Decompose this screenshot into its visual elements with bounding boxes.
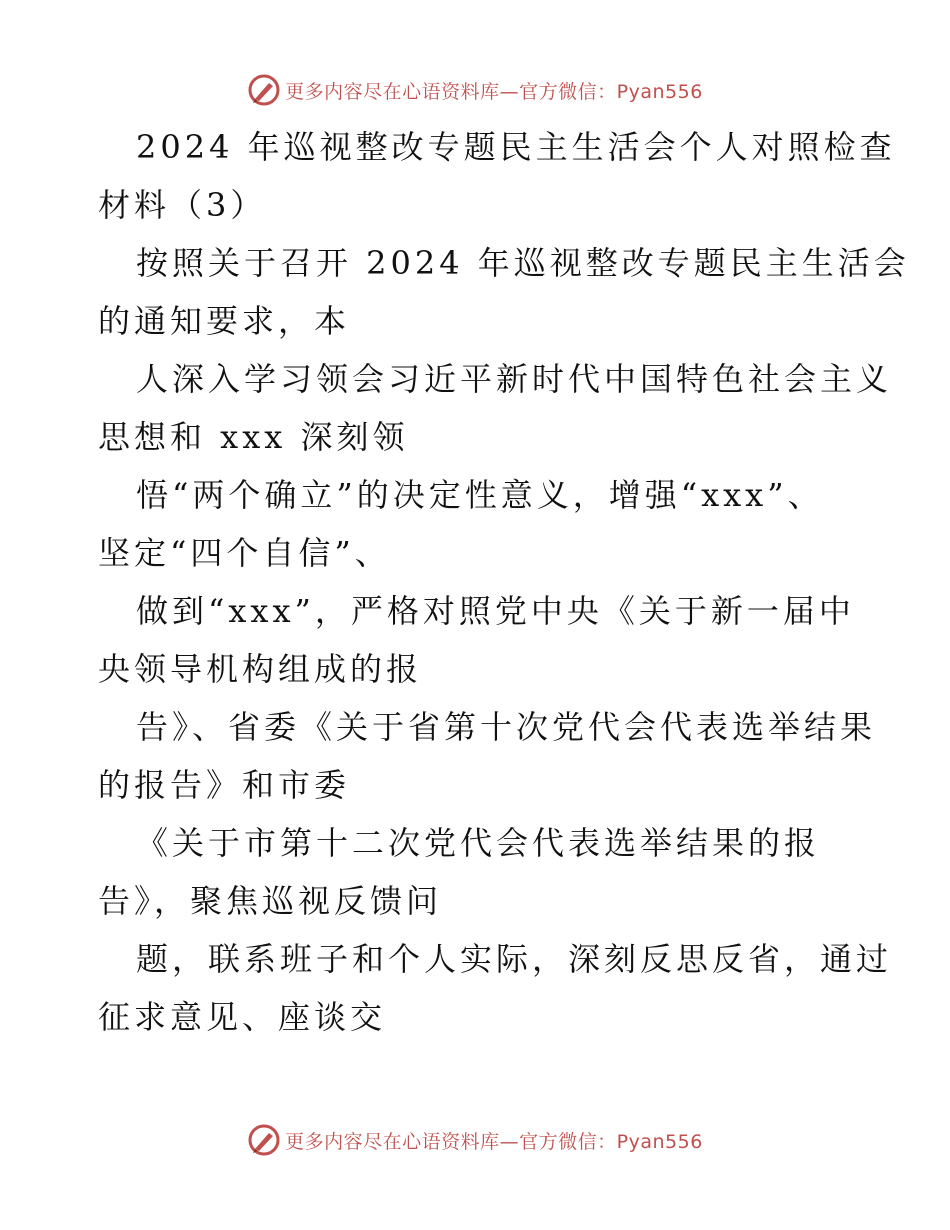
pen-circle-logo-icon xyxy=(247,73,281,107)
footer-banner-text: 更多内容尽在心语资料库—官方微信：Pyan556 xyxy=(285,1130,703,1153)
doc-title-line-1: 2024 年巡视整改专题民主生活会个人对照检查 xyxy=(136,128,896,166)
doc-text-line: 思想和 xxx 深刻领 xyxy=(98,418,409,456)
doc-text-line: 《关于市第十二次党代会代表选举结果的报 xyxy=(136,824,821,862)
document-body xyxy=(98,118,910,1046)
doc-text-line: 告》、省委《关于省第十次党代会代表选举结果 xyxy=(136,708,877,746)
doc-text-line: 征求意见、座谈交 xyxy=(98,998,387,1036)
doc-text-line: 悟“两个确立”的决定性意义，增强“xxx”、 xyxy=(136,476,824,514)
doc-text-line: 题，联系班子和个人实际，深刻反思反省，通过 xyxy=(136,940,893,978)
doc-text-line: 做到“xxx”，严格对照党中央《关于新一届中 xyxy=(136,592,855,630)
header-banner xyxy=(0,70,950,110)
doc-text-line: 人深入学习领会习近平新时代中国特色社会主义 xyxy=(136,360,893,398)
pen-circle-logo-icon xyxy=(247,1123,281,1157)
doc-text-line: 央领导机构组成的报 xyxy=(98,650,423,688)
footer-banner xyxy=(0,1120,950,1160)
doc-text-line: 坚定“四个自信”、 xyxy=(98,534,391,572)
header-banner-text: 更多内容尽在心语资料库—官方微信：Pyan556 xyxy=(285,80,703,103)
doc-text-line: 告》，聚焦巡视反馈问 xyxy=(98,882,443,920)
doc-title-line-2: 材料（3） xyxy=(98,186,267,224)
doc-text-line: 的通知要求，本 xyxy=(98,302,351,340)
doc-text-line: 的报告》和市委 xyxy=(98,766,351,804)
doc-text-line: 按照关于召开 2024 年巡视整改专题民主生活会 xyxy=(136,244,910,282)
